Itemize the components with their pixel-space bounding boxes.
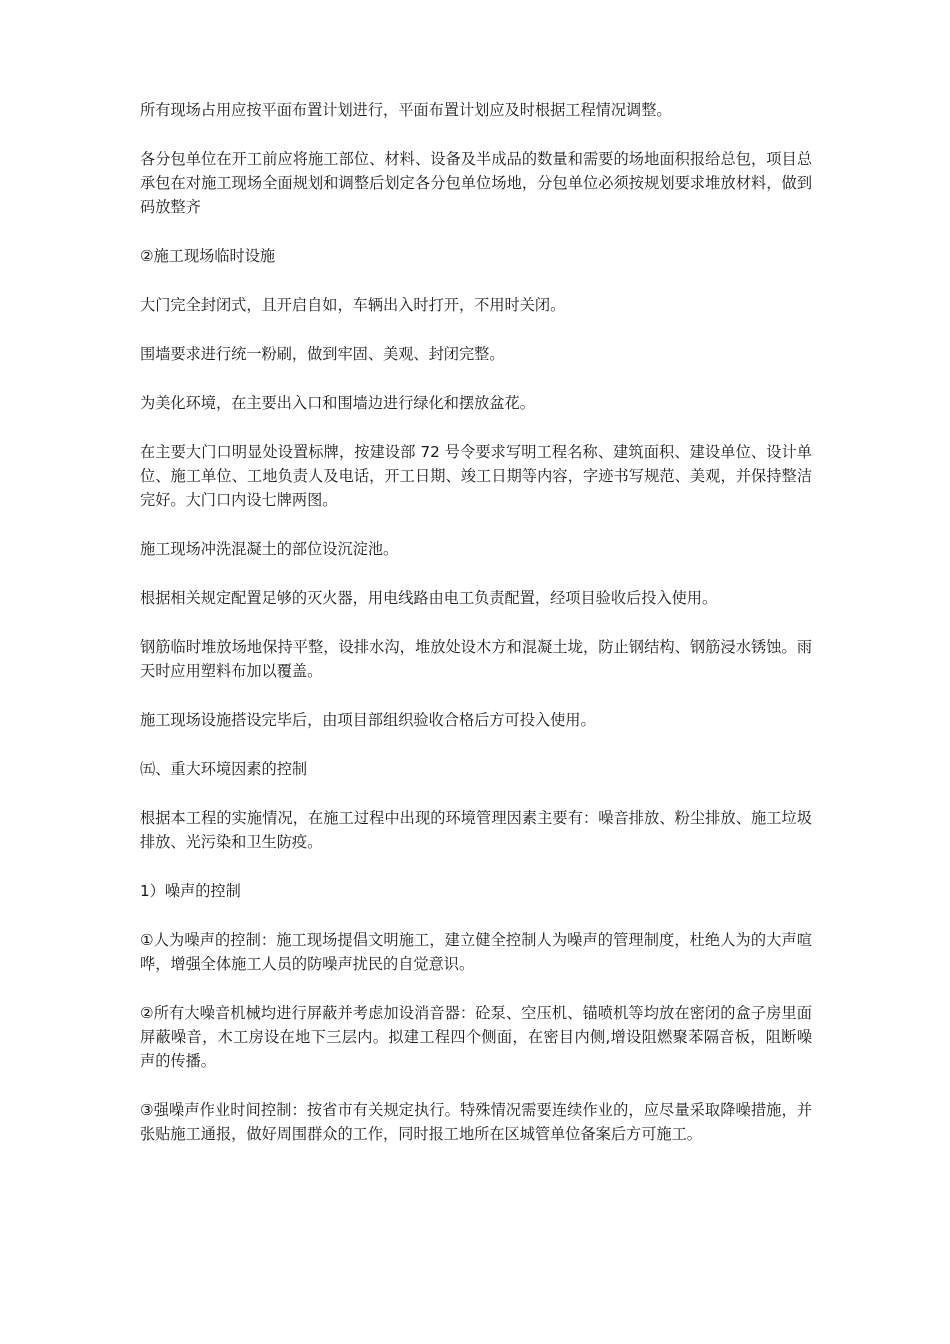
paragraph-human-noise: ①人为噪声的控制：施工现场提倡文明施工，建立健全控制人为噪声的管理制度，杜绝人为的大声喧哗，增强全体施工人员的防噪声扰民的自觉意识。	[140, 931, 812, 973]
paragraph-rebar-storage: 钢筋临时堆放场地保持平整，设排水沟，堆放处设木方和混凝土垅，防止钢结构、钢筋浸水锈蚀。雨天时应用塑料布加以覆盖。	[140, 638, 812, 680]
section-heading-environmental-factors: ㈤、重大环境因素的控制	[140, 760, 308, 778]
paragraph-signboard: 在主要大门口明显处设置标牌，按建设部 72 号令要求写明工程名称、建筑面积、建设单位、设计单位、施工单位、工地负责人及电话，开工日期、竣工日期等内容，字迹书写规范、美观，并保持整洁完好。大门口内设七牌两图。	[140, 443, 812, 509]
paragraph-machine-noise: ②所有大噪音机械均进行屏蔽并考虑加设消音器：砼泵、空压机、锚喷机等均放在密闭的盒子房里面屏蔽噪音，木工房设在地下三层内。拟建工程四个侧面，在密目内侧,增设阻燃聚苯隔音板，阻断噪声的传播。	[140, 1004, 812, 1070]
paragraph-environmental-factors: 根据本工程的实施情况，在施工过程中出现的环境管理因素主要有：噪音排放、粉尘排放、施工垃圾排放、光污染和卫生防疫。	[140, 809, 812, 851]
section-heading-noise-control: 1）噪声的控制	[140, 882, 241, 900]
paragraph-sedimentation-tank: 施工现场冲洗混凝土的部位设沉淀池。	[140, 540, 399, 558]
paragraph-noise-time-control: ③强噪声作业时间控制：按省市有关规定执行。特殊情况需要连续作业的，应尽量采取降噪措施，并张贴施工通报，做好周围群众的工作，同时报工地所在区城管单位备案后方可施工。	[140, 1101, 812, 1143]
paragraph-fire-extinguishers: 根据相关规定配置足够的灭火器，用电线路由电工负责配置，经项目验收后投入使用。	[140, 589, 718, 607]
paragraph-greening: 为美化环境，在主要出入口和围墙边进行绿化和摆放盆花。	[140, 394, 535, 412]
paragraph-gate: 大门完全封闭式，且开启自如，车辆出入时打开，不用时关闭。	[140, 296, 566, 314]
paragraph-facility-acceptance: 施工现场设施搭设完毕后，由项目部组织验收合格后方可投入使用。	[140, 711, 596, 729]
paragraph-subcontractor-area: 各分包单位在开工前应将施工部位、材料、设备及半成品的数量和需要的场地面积报给总包，项目总承包在对施工现场全面规划和调整后划定各分包单位场地，分包单位必须按规划要求堆放材料，做到码放整齐	[140, 150, 812, 216]
document-body	[140, 98, 812, 1171]
section-heading-temporary-facilities: ②施工现场临时设施	[140, 247, 276, 265]
paragraph-fence: 围墙要求进行统一粉刷，做到牢固、美观、封闭完整。	[140, 345, 505, 363]
paragraph-site-occupation: 所有现场占用应按平面布置计划进行，平面布置计划应及时根据工程情况调整。	[140, 101, 672, 119]
